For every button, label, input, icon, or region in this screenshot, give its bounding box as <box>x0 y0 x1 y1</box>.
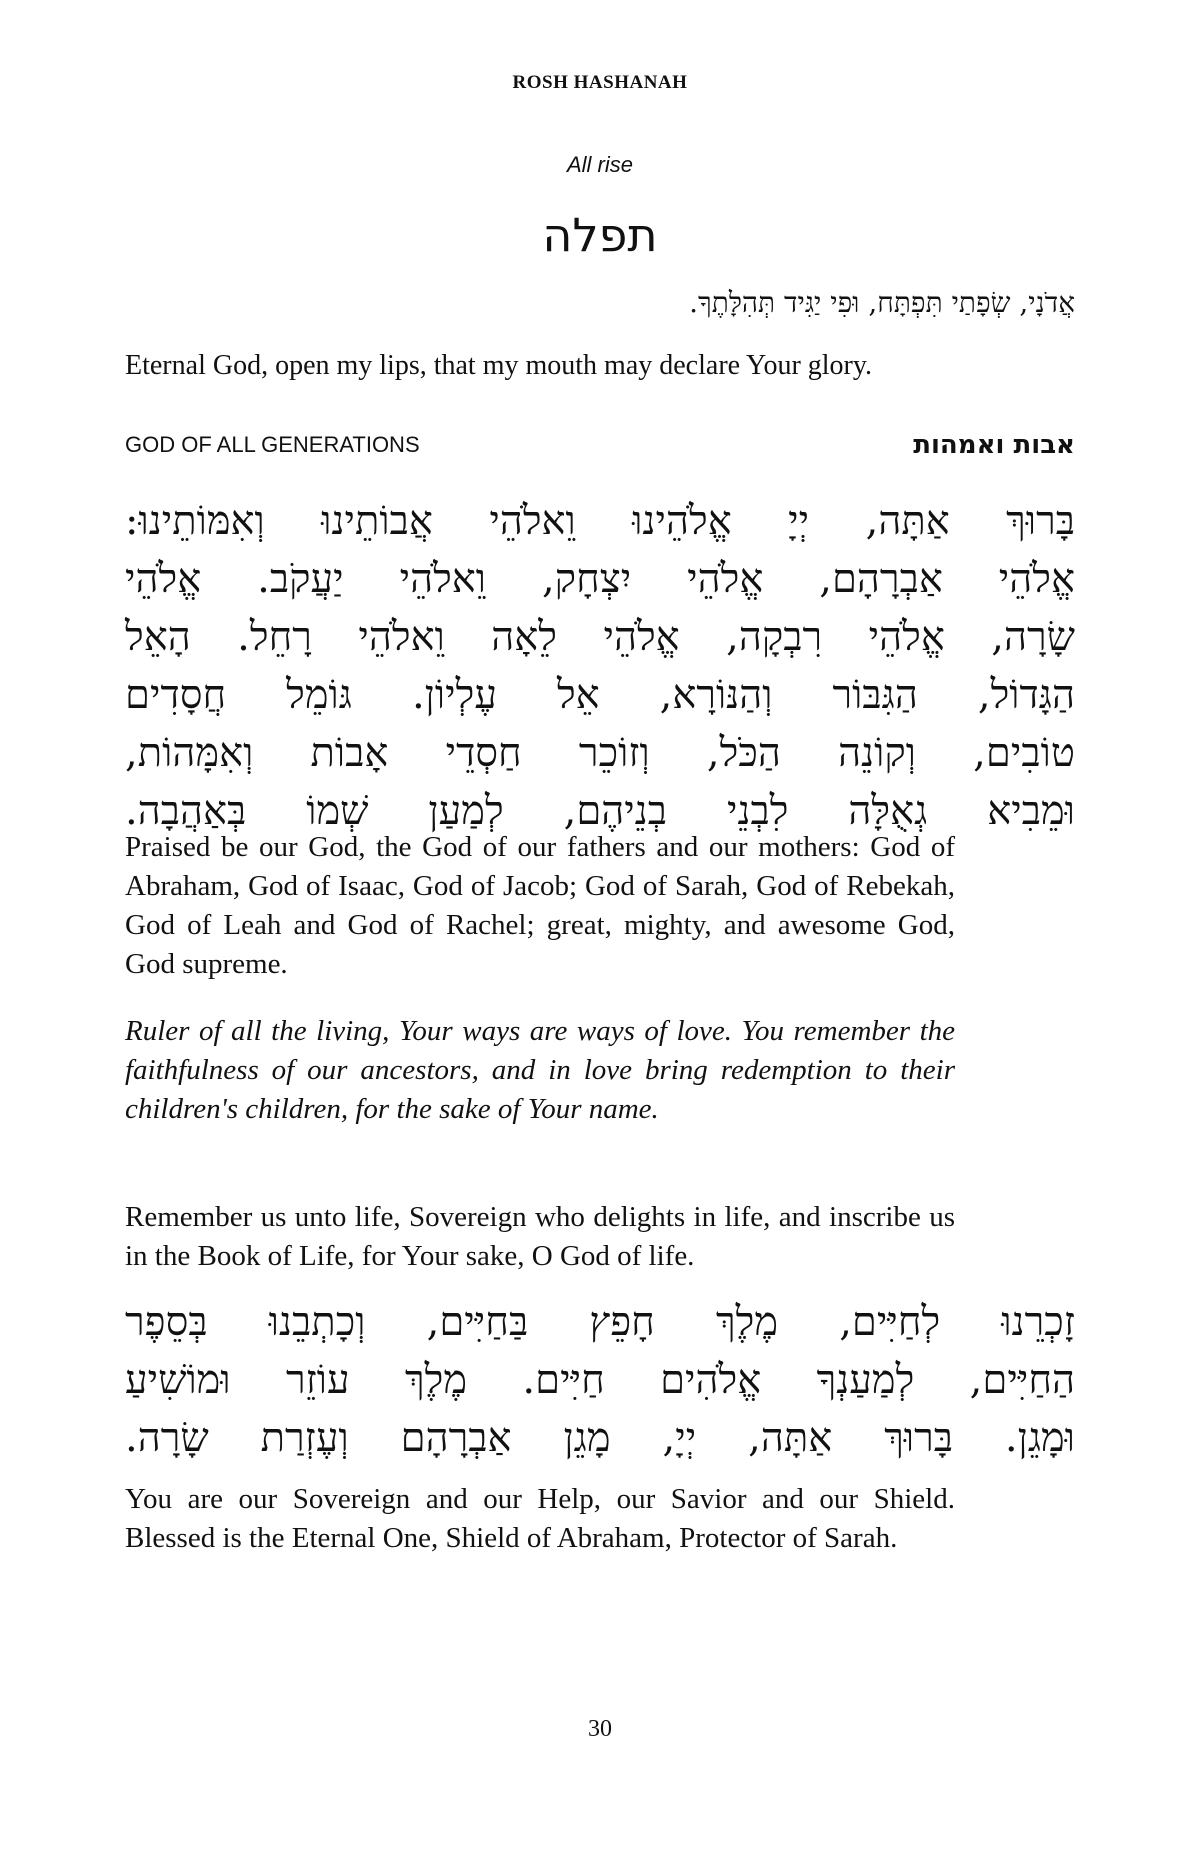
hebrew-title-tefilah: תפלה <box>542 208 658 262</box>
hebrew-line: וּמָגֵן. בָּרוּךְ אַתָּה, יְיָ, מָגֵן אַבְרָהָם וְעֶזְרַת שָׂרָה. <box>125 1415 1075 1461</box>
section-title-english: GOD OF ALL GENERATIONS <box>125 432 420 457</box>
hebrew-line: הַגָּדוֹל, הַגִּבּוֹר וְהַנּוֹרָא, אֵל עֶלְיוֹן. גּוֹמֵל חֲסָדִים <box>125 672 1075 718</box>
hebrew-line: הַחַיִּים, לְמַעַנְךָ אֱלֹהִים חַיִּים. מֶלֶךְ עוֹזֵר וּמוֹשִׁיעַ <box>125 1357 1075 1403</box>
english-italic-paragraph: Ruler of all the living, Your ways are ways of love. You remember the faithfulness of our ancestors, and in love bring redemption to their children's children, for the sake of Your name. <box>125 1015 955 1125</box>
hebrew-line: בָּרוּךְ אַתָּה, יְיָ אֱלֹהֵינוּ וֵאלֹהֵי אֲבוֹתֵינוּ וְאִמּוֹתֵינוּ: <box>125 498 1075 544</box>
hebrew-line: שָׂרָה, אֱלֹהֵי רִבְקָה, אֱלֹהֵי לֵאָה וֵאלֹהֵי רָחֵל. הָאֵל <box>125 614 1075 660</box>
page-number: 30 <box>588 1716 612 1742</box>
opening-verse-hebrew: אֲדֹנָי, שְׂפָתַי תִּפְתָּח, וּפִי יַגִּיד תְּהִלָּתֶךָ. <box>689 286 1075 319</box>
hebrew-line: זָכְרֵנוּ לְחַיִּים, מֶלֶךְ חָפֵץ בַּחַיִּים, וְכָתְבֵנוּ בְּסֵפֶר <box>125 1299 1075 1345</box>
running-head: ROSH HASHANAH <box>512 72 688 93</box>
zochreinu-hebrew-block <box>125 1293 1075 1467</box>
hebrew-line: טוֹבִים, וְקוֹנֵה הַכֹּל, וְזוֹכֵר חַסְדֵי אָבוֹת וְאִמָּהוֹת, <box>125 730 1075 776</box>
hebrew-line: אֱלֹהֵי אַבְרָהָם, אֱלֹהֵי יִצְחָק, וֵאלֹהֵי יַעֲקֹב. אֱלֹהֵי <box>125 556 1075 602</box>
hebrew-line: וּמֵבִיא גְאֻלָּה לִבְנֵי בְנֵיהֶם, לְמַעַן שְׁמוֹ בְּאַהֲבָה. <box>125 788 1075 834</box>
avot-hebrew-block <box>125 492 1075 840</box>
section-title-hebrew: אבות ואמהות <box>913 430 1075 460</box>
english-praise-paragraph: Praised be our God, the God of our fathers and our mothers: God of Abraham, God of Isaac, God of Jacob; God of Sarah, God of Rebekah, God of Leah and God of Rachel; great, mighty, and awesome God, God supreme. <box>125 831 955 980</box>
english-closing-paragraph: You are our Sovereign and our Help, our Savior and our Shield. Blessed is the Eternal One, Shield of Abraham, Protector of Sarah. <box>125 1483 955 1554</box>
opening-verse-english: Eternal God, open my lips, that my mouth may declare Your glory. <box>125 350 873 381</box>
english-remember-paragraph: Remember us unto life, Sovereign who delights in life, and inscribe us in the Book of Life, for Your sake, O God of life. <box>125 1201 955 1272</box>
instruction-all-rise: All rise <box>566 152 633 177</box>
